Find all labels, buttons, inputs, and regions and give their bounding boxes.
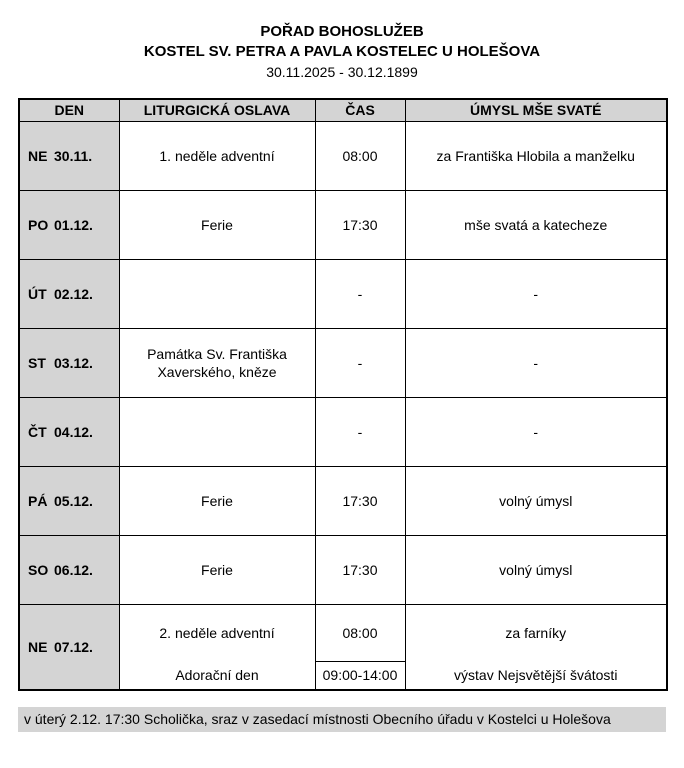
time-primary: 08:00 — [342, 624, 378, 641]
time-cell: 17:30 — [315, 535, 405, 604]
celebration-cell: Památka Sv. Františka Xaverského, kněze — [119, 328, 315, 397]
column-header-celebration: LITURGICKÁ OSLAVA — [119, 99, 315, 121]
intention-cell: mše svatá a katecheze — [405, 190, 667, 259]
intention-cell: volný úmysl — [405, 535, 667, 604]
time-cell: - — [315, 328, 405, 397]
day-cell — [19, 328, 119, 397]
day-date: 01.12. — [54, 216, 93, 233]
day-cell — [19, 604, 119, 690]
intention-cell: za Františka Hlobila a manželku — [405, 121, 667, 190]
day-cell — [19, 259, 119, 328]
table-row — [19, 259, 667, 328]
time-cell: - — [315, 259, 405, 328]
table-row — [19, 121, 667, 190]
day-cell — [19, 397, 119, 466]
time-cell: 17:30 — [315, 466, 405, 535]
intention-cell: - — [405, 259, 667, 328]
day-cell — [19, 466, 119, 535]
day-cell — [19, 190, 119, 259]
day-abbr: SO — [28, 561, 49, 578]
intention-cell: - — [405, 397, 667, 466]
celebration-cell — [119, 397, 315, 466]
day-abbr: NE — [28, 147, 48, 164]
celebration-primary: 2. neděle adventní — [159, 624, 275, 641]
schedule-table — [18, 98, 668, 691]
day-abbr: ČT — [28, 423, 47, 440]
celebration-cell: Ferie — [119, 466, 315, 535]
table-header — [19, 99, 667, 121]
page-title-line-1: POŘAD BOHOSLUŽEB — [260, 23, 424, 40]
day-date: 04.12. — [54, 423, 93, 440]
column-header-intention: ÚMYSL MŠE SVATÉ — [405, 99, 667, 121]
date-range: 30.11.2025 - 30.12.1899 — [266, 64, 418, 80]
day-date: 02.12. — [54, 285, 93, 302]
time-secondary: 09:00-14:00 — [316, 661, 405, 689]
table-row — [19, 466, 667, 535]
intention-cell: - — [405, 328, 667, 397]
column-header-day: DEN — [19, 99, 119, 121]
footer-note: v úterý 2.12. 17:30 Scholička, sraz v zasedací místnosti Obecního úřadu v Kostelci u Holešova — [18, 707, 666, 732]
day-date: 30.11. — [54, 147, 93, 164]
page-title-line-2: KOSTEL SV. PETRA A PAVLA KOSTELEC U HOLEŠOVA — [143, 43, 541, 60]
celebration-cell — [119, 604, 315, 690]
celebration-cell: 1. neděle adventní — [119, 121, 315, 190]
day-abbr: PÁ — [28, 492, 48, 509]
table-row — [19, 190, 667, 259]
day-abbr: ST — [28, 354, 46, 371]
day-date: 03.12. — [54, 354, 93, 371]
time-cell: 08:00 — [315, 121, 405, 190]
intention-cell: volný úmysl — [405, 466, 667, 535]
day-cell — [19, 535, 119, 604]
day-date: 05.12. — [54, 492, 93, 509]
table-row — [19, 397, 667, 466]
day-date: 06.12. — [54, 561, 93, 578]
day-abbr: NE — [28, 638, 48, 655]
time-cell: - — [315, 397, 405, 466]
day-date: 07.12. — [54, 638, 93, 655]
celebration-cell — [119, 259, 315, 328]
celebration-secondary: Adorační den — [175, 666, 259, 683]
document-header — [18, 22, 666, 82]
column-header-time: ČAS — [315, 99, 405, 121]
intention-secondary: výstav Nejsvětější švátosti — [454, 666, 618, 683]
intention-primary: za farníky — [505, 624, 567, 641]
celebration-cell: Ferie — [119, 190, 315, 259]
celebration-cell: Ferie — [119, 535, 315, 604]
time-cell: 17:30 — [315, 190, 405, 259]
intention-cell — [405, 604, 667, 690]
day-abbr: PO — [28, 216, 49, 233]
table-row — [19, 328, 667, 397]
table-row — [19, 535, 667, 604]
day-cell — [19, 121, 119, 190]
time-cell — [315, 604, 405, 690]
day-abbr: ÚT — [28, 285, 47, 302]
table-row — [19, 604, 667, 690]
